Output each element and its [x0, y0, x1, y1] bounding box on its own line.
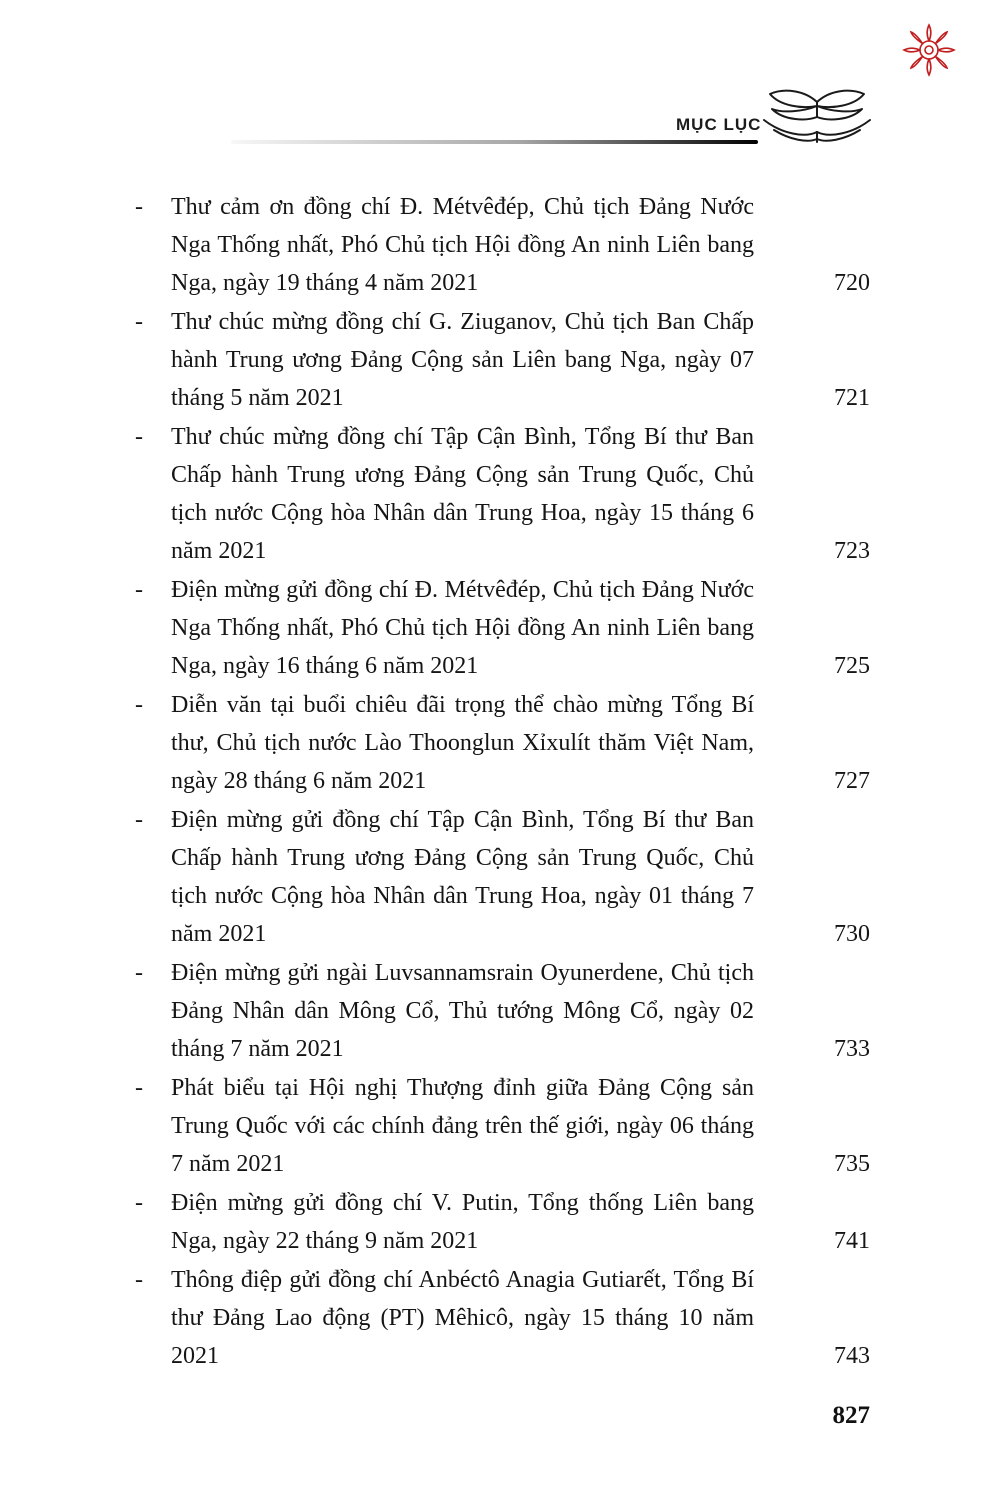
toc-entry: [135, 801, 870, 953]
entry-title: Phát biểu tại Hội nghị Thượng đỉnh giữa Đảng Cộng sản Trung Quốc với các chính đảng trên thế giới, ngày 06 tháng 7 năm 2021: [171, 1075, 754, 1177]
entry-page-number: 743: [834, 1343, 870, 1369]
entry-page-number: 730: [834, 921, 870, 947]
toc-entry: [135, 188, 870, 302]
toc-entry: [135, 1261, 870, 1375]
entry-title: Thư cảm ơn đồng chí Đ. Métvêđép, Chủ tịch Đảng Nước Nga Thống nhất, Phó Chủ tịch Hội đồng An ninh Liên bang Nga, ngày 19 tháng 4 năm 2021: [171, 194, 754, 296]
toc-entry: [135, 1069, 870, 1183]
entry-title: Điện mừng gửi ngài Luvsannamsrain Oyunerdene, Chủ tịch Đảng Nhân dân Mông Cổ, Thủ tướng Mông Cổ, ngày 02 tháng 7 năm 2021: [171, 960, 754, 1062]
entry-dash: -: [135, 960, 143, 986]
toc-list: [135, 188, 870, 1376]
folio-page-number: 827: [832, 1402, 870, 1429]
entry-page-number: 721: [834, 385, 870, 411]
header-divider: [231, 140, 758, 144]
toc-entry: [135, 1184, 870, 1260]
entry-page-number: 733: [834, 1036, 870, 1062]
entry-dash: -: [135, 577, 143, 603]
entry-dash: -: [135, 807, 143, 833]
entry-dash: -: [135, 692, 143, 718]
open-book-lotus-icon: [750, 82, 885, 154]
entry-dash: -: [135, 1075, 143, 1101]
entry-dash: -: [135, 1190, 143, 1216]
toc-entry: [135, 418, 870, 570]
entry-title: Điện mừng gửi đồng chí Tập Cận Bình, Tổng Bí thư Ban Chấp hành Trung ương Đảng Cộng sản Trung Quốc, Chủ tịch nước Cộng hòa Nhân dân Trung Hoa, ngày 01 tháng 7 năm 2021: [171, 807, 754, 947]
page-title: MỤC LỤC: [676, 115, 762, 134]
entry-title: Điện mừng gửi đồng chí V. Putin, Tổng thống Liên bang Nga, ngày 22 tháng 9 năm 2021: [171, 1190, 754, 1254]
entry-title: Thông điệp gửi đồng chí Anbéctô Anagia Gutiarết, Tổng Bí thư Đảng Lao động (PT) Mêhicô, ngày 15 tháng 10 năm 2021: [171, 1267, 754, 1369]
entry-title: Điện mừng gửi đồng chí Đ. Métvêđép, Chủ tịch Đảng Nước Nga Thống nhất, Phó Chủ tịch Hội đồng An ninh Liên bang Nga, ngày 16 tháng 6 năm 2021: [171, 577, 754, 679]
entry-page-number: 725: [834, 653, 870, 679]
toc-entry: [135, 954, 870, 1068]
entry-dash: -: [135, 424, 143, 450]
entry-title: Thư chúc mừng đồng chí G. Ziuganov, Chủ tịch Ban Chấp hành Trung ương Đảng Cộng sản Liên bang Nga, ngày 07 tháng 5 năm 2021: [171, 309, 754, 411]
entry-page-number: 723: [834, 538, 870, 564]
toc-entry: [135, 571, 870, 685]
toc-entry: [135, 303, 870, 417]
entry-page-number: 735: [834, 1151, 870, 1177]
entry-title: Diễn văn tại buổi chiêu đãi trọng thể chào mừng Tổng Bí thư, Chủ tịch nước Lào Thoonglun Xỉxulít thăm Việt Nam, ngày 28 tháng 6 năm 2021: [171, 692, 754, 794]
publisher-emblem-icon: [901, 22, 957, 78]
entry-page-number: 741: [834, 1228, 870, 1254]
entry-dash: -: [135, 194, 143, 220]
entry-page-number: 720: [834, 270, 870, 296]
entry-title: Thư chúc mừng đồng chí Tập Cận Bình, Tổng Bí thư Ban Chấp hành Trung ương Đảng Cộng sản Trung Quốc, Chủ tịch nước Cộng hòa Nhân dân Trung Hoa, ngày 15 tháng 6 năm 2021: [171, 424, 754, 564]
toc-entry: [135, 686, 870, 800]
entry-dash: -: [135, 1267, 143, 1293]
entry-page-number: 727: [834, 768, 870, 794]
entry-dash: -: [135, 309, 143, 335]
